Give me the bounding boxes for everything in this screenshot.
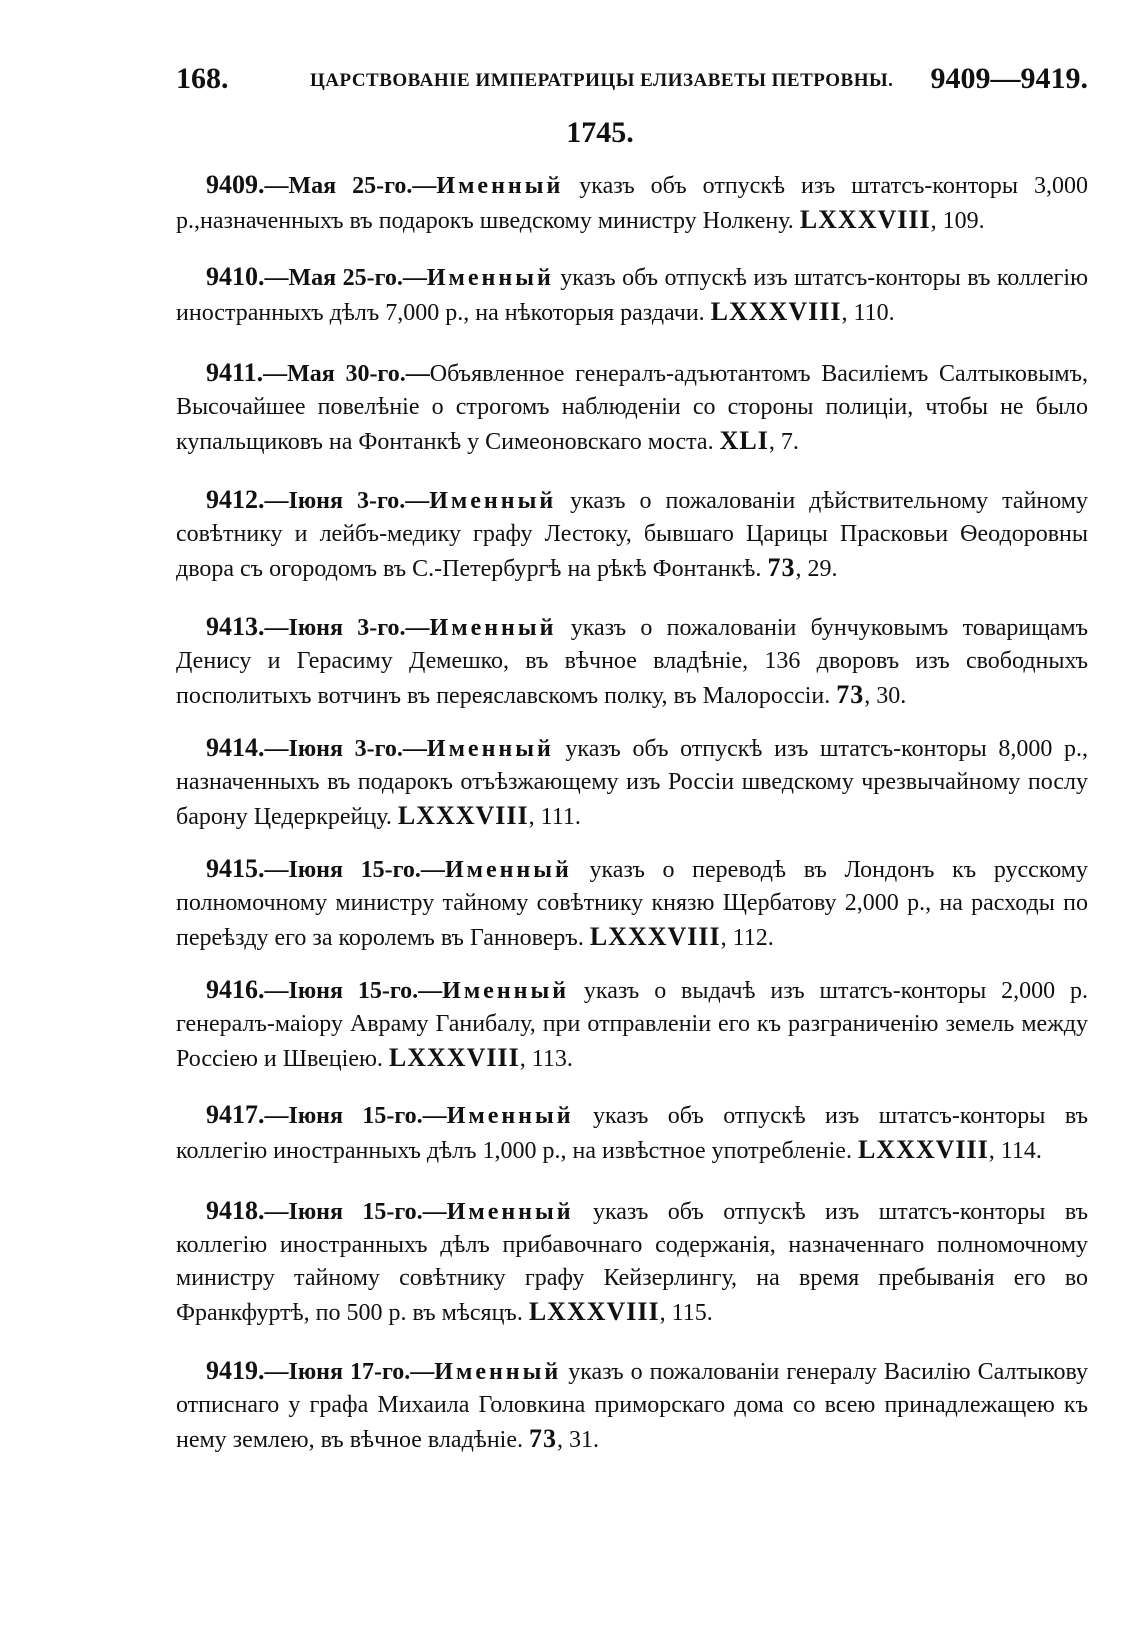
entry-text: Объявленное генералъ-адъютантомъ Василіемъ Салтыковымъ, Высочайшее повелѣніе о строгомъ наблюденіи со стороны полиціи, чтобы не было купальщиковъ на Фонтанкѣ у Симеоновскаго моста. (176, 361, 1088, 455)
entry-text: указъ о выдачѣ изъ штатсъ-конторы 2,000 р. генералъ-маіору Авраму Ганибалу, при отправленіи его къ разграниченію земель между Россіею и Швеціею. (176, 978, 1088, 1072)
entry-date: —Мая 25-го.— (264, 173, 437, 199)
entry-number: 9413. (206, 612, 265, 641)
entry-page: , 7. (768, 429, 799, 455)
entry-date: —Іюня 15-го.— (264, 857, 445, 883)
entry-date: —Іюня 15-го.— (264, 1103, 447, 1129)
entry-number: 9418. (206, 1196, 265, 1225)
entry-text: указъ объ отпускѣ изъ штатсъ-конторы въ коллегію иностранныхъ дѣлъ 1,000 р., на извѣстное употребленіе. (176, 1103, 1088, 1164)
entry-number: 9409. (206, 170, 265, 199)
page-number: 168. (176, 62, 229, 95)
entry-date: —Іюня 3-го.— (264, 488, 430, 514)
entry-kind: Именный (429, 488, 557, 514)
entry-kind: Именный (444, 857, 572, 883)
entry-volume: LXXXVIII (397, 801, 529, 830)
entry-volume: 73 (767, 553, 796, 582)
entry-volume: LXXXVIII (589, 922, 721, 951)
entry-volume: LXXXVIII (799, 205, 931, 234)
running-title: ЦАРСТВОВАНІЕ ИМПЕРАТРИЦЫ ЕЛИЗАВЕТЫ ПЕТРОВНЫ. (310, 70, 894, 91)
entry-kind: Именный (446, 1103, 574, 1129)
entry-kind: Именный (434, 1359, 562, 1385)
entry (176, 483, 1088, 586)
entry-page: , 113. (519, 1046, 573, 1072)
entry-page: , 29. (795, 556, 838, 582)
entry-kind: Именный (426, 736, 554, 762)
entry-date: —Мая 25-го.— (264, 265, 427, 291)
entry (176, 168, 1088, 238)
entry-range: 9409—9419. (930, 62, 1088, 95)
entry-page: , 115. (659, 1300, 713, 1326)
entry-page: , 31. (556, 1427, 599, 1453)
entry-text: указъ о переводѣ въ Лондонъ къ русскому полномочному министру тайному совѣтнику князю Щербатову 2,000 р., на расходы по переѣзду его за королемъ въ Ганноверъ. (176, 857, 1088, 951)
entry (176, 852, 1088, 955)
entry-number: 9410. (206, 262, 265, 291)
entry-kind: Именный (442, 978, 570, 1004)
entry-number: 9414. (206, 733, 265, 762)
entry-number: 9415. (206, 854, 265, 883)
entry-kind: Именный (446, 1199, 574, 1225)
entry-page: , 110. (841, 300, 895, 326)
entry (176, 1354, 1088, 1457)
entry-volume: LXXXVIII (857, 1135, 989, 1164)
entry-date: —Іюня 3-го.— (264, 615, 430, 641)
entry-date: —Іюня 17-го.— (264, 1359, 435, 1385)
entry (176, 973, 1088, 1076)
entry-number: 9411. (206, 358, 264, 387)
entry (176, 1098, 1088, 1168)
entry-page: , 112. (720, 925, 774, 951)
entry-date: —Мая 30-го.— (263, 361, 430, 387)
entry-text: указъ объ отпускѣ изъ штатсъ-конторы въ коллегію иностранныхъ дѣлъ прибавочнаго содержанія, назначеннаго полномочному министру тайному совѣтнику графу Кейзерлингу, на время пребыванія его во Франкфуртѣ, по 500 р. въ мѣсяцъ. (176, 1199, 1088, 1326)
entry-kind: Именный (426, 265, 554, 291)
entry-volume: LXXXVIII (388, 1043, 520, 1072)
page-header (176, 62, 1088, 102)
entry (176, 731, 1088, 834)
entry-page: , 111. (528, 804, 581, 830)
entries-list (176, 168, 1088, 1457)
entry-number: 9419. (206, 1356, 265, 1385)
entry-volume: 73 (836, 680, 865, 709)
entry-number: 9416. (206, 975, 265, 1004)
entry-date: —Іюня 15-го.— (264, 978, 443, 1004)
entry-number: 9417. (206, 1100, 265, 1129)
entry (176, 356, 1088, 459)
entry-text: указъ о пожалованіи генералу Василію Салтыкову отписнаго у графа Михаила Головкина приморскаго дома со всею принадлежащею къ нему землею, въ вѣчное владѣніе. (176, 1359, 1088, 1453)
entry-date: —Іюня 15-го.— (264, 1199, 447, 1225)
entry-text: указъ объ отпускѣ изъ штатсъ-конторы въ коллегію иностранныхъ дѣлъ 7,000 р., на нѣкоторыя раздачи. (176, 265, 1088, 326)
entry-page: , 109. (930, 208, 985, 234)
entry (176, 260, 1088, 330)
entry-number: 9412. (206, 485, 265, 514)
year-heading: 1745. (566, 116, 634, 149)
entry-kind: Именный (436, 173, 564, 199)
entry-volume: 73 (528, 1424, 557, 1453)
entry-volume: XLI (719, 426, 769, 455)
entry-date: —Іюня 3-го.— (264, 736, 427, 762)
entry-text: указъ объ отпускѣ изъ штатсъ-конторы 3,000 р.,назначенныхъ въ подарокъ шведскому министру Нолкену. (176, 173, 1088, 234)
entry-kind: Именный (429, 615, 557, 641)
entry-text: указъ объ отпускѣ изъ штатсъ-конторы 8,000 р., назначенныхъ въ подарокъ отъѣзжающему изъ Россіи шведскому чрезвычайному послу барону Цедеркрейцу. (176, 736, 1088, 830)
entry (176, 1194, 1088, 1330)
entry-page: , 114. (988, 1138, 1042, 1164)
entry-volume: LXXXVIII (528, 1297, 660, 1326)
entry-text: указъ о пожалованіи бунчуковымъ товарищамъ Денису и Герасиму Демешко, въ вѣчное владѣніе, 136 дворовъ изъ свободныхъ посполитыхъ вотчинъ въ переяславскомъ полку, въ Малороссіи. (176, 615, 1088, 709)
entry-page: , 30. (864, 683, 907, 709)
entry-text: указъ о пожалованіи дѣйствительному тайному совѣтнику и лейбъ-медику графу Лестоку, бывшаго Царицы Прасковьи Ѳеодоровны двора съ огородомъ въ С.-Петербургѣ на рѣкѣ Фонтанкѣ. (176, 488, 1088, 582)
entry (176, 610, 1088, 713)
entry-volume: LXXXVIII (710, 297, 842, 326)
